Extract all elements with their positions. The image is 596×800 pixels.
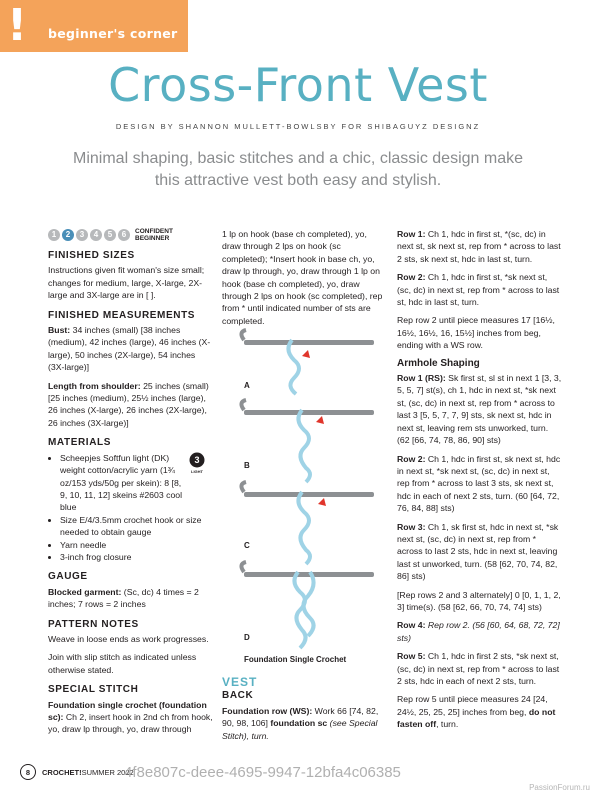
skill-dot: 1 [48,229,60,241]
repeat-text: [Rep rows 2 and 3 alternately] 0 [0, 1, 1, 2, 3] time(s). (58 [62, 66, 70, 74, 74] sts) [397,589,561,612]
special-stitch-heading: SPECIAL STITCH [48,684,139,696]
armhole-row-5: Row 5: Ch 1, hdc in first 2 sts, *sk next st, (sc, dc) in next st, rep from * across to last 2 sts, hdc in each of next 2 sts, turn. [397,651,560,686]
yarn-weight-number: 3 [194,455,200,465]
figure-label-d: D [244,633,250,642]
figure-label-b: B [244,461,250,470]
vest-heading: VEST [222,675,258,689]
length-text: Length from shoulder: 25 inches (small) [25 inches (medium), 25½ inches (large), 26 inches (X-large), 26 inches (2X-large), 26 inches (3X-large)] [48,380,209,428]
figure-label-c: C [244,541,250,550]
skill-dot: 4 [90,229,102,241]
armhole-row-4: Row 4: Rep row 2. (56 [60, 64, 68, 72, 72] sts) [397,620,560,643]
column-right [397,228,562,737]
skill-label: CONFIDENT BEGINNER [135,228,173,242]
foundation-sc-illustration [232,326,382,666]
materials-heading: MATERIALS [48,437,111,449]
finished-sizes-text: Instructions given fit woman's size small; changes for medium, large, X-large, 2X-large and 3X-large are in [ ]. [48,265,205,301]
armhole-heading: Armhole Shaping [397,357,480,369]
skill-dot: 3 [76,229,88,241]
site-watermark: PassionForum.ru [529,783,590,792]
column-middle [222,228,387,333]
figure-label-a: A [244,381,250,390]
intro-text: Minimal shaping, basic stitches and a chic, classic design make this attractive vest both easy and stylish. [73,150,523,189]
list-item: • Scheepjes Softfun light (DK) weight cotton/acrylic yarn (1¾ oz/153 yds/50g per skein): 8 [8, 9, 10, 11, 12] skeins #2603 cool blue [60,452,213,514]
armhole-row-2: Row 2: Ch 1, hdc in first st, sk next st, hdc in next st, *sk next st, (sc, dc) in next st, rep from * across to last 3 sts, sk next st, hdc in each of next 2 sts, turn. (60 [64, 72, 76, 84, 88] sts) [397,453,561,514]
special-stitch-text: Foundation single crochet (foundation sc): Ch 2, insert hook in 2nd ch from hook, yo, draw lp through, yo, draw through [48,699,213,735]
issue-label: SUMMER 2022 [81,767,134,777]
step-b [241,400,374,482]
page-footer [20,764,134,780]
page-title: Cross-Front Vest [108,58,488,112]
note-text: Weave in loose ends as work progresses. [48,633,209,644]
repeat-text: Rep row 5 until piece measures 24 [24, 24½, 25, 25, 25] inches from beg, do not fasten off, turn. [397,694,556,730]
measurements-heading: FINISHED MEASUREMENTS [48,309,196,321]
skill-level [48,228,213,242]
section-label: beginner's corner [48,26,178,41]
list-item: • Size E/4/3.5mm crochet hook or size needed to obtain gauge [60,514,213,539]
designer-byline: DESIGN BY SHANNON MULLETT-BOWLSBY FOR SHIBAGUYZ DESIGNZ [115,122,481,131]
step-c [241,482,374,564]
skill-dot: 5 [104,229,116,241]
note-text: Join with slip stitch as indicated unless otherwise stated. [48,652,197,675]
step-d [241,562,374,648]
step-a [241,330,374,394]
column-left [48,228,213,742]
row-2-text: Row 2: Ch 1, hdc in first st, *sk next st, (sc, dc) in next st, rep from * across to last st, hdc in last st, turn. [397,272,560,308]
gauge-heading: GAUGE [48,571,88,583]
page-number: 8 [20,764,36,780]
repeat-text: Rep row 2 until piece measures 17 [16½, 16½, 16½, 16, 15½] inches from beg, ending with a WS row. [397,315,555,351]
special-stitch-cont: 1 lp on hook (base ch completed), yo, draw through 2 lps on hook (sc completed); *Insert hook in base ch, yo, draw lp through, yo, draw through 1 lp on hook (base ch completed), yo, draw through 2 lps on hook (sc completed), rep from * until indicated number of sts are completed. [222,229,383,326]
skill-dot: 6 [118,229,130,241]
back-heading: BACK [222,690,254,702]
foundation-row-text: Foundation row (WS): Work 66 [74, 82, 90, 98, 106] foundation sc (see Special Stitch), turn. [222,705,379,741]
list-item: • 3-inch frog closure [60,551,213,563]
notes-heading: PATTERN NOTES [48,618,139,630]
armhole-row-1: Row 1 (RS): Sk first st, sl st in next 1 [3, 3, 5, 5, 7] st(s), ch 1, hdc in next st, *sk next st, (sc, dc) in next st, rep from * across to last 3 [5, 5, 7, 7, 9] sts, sk next st, hdc in next st, leaving rem sts unworked, turn. (62 [66, 74, 78, 86, 90] sts) [397,373,562,446]
vest-section [222,672,387,748]
gauge-text: Blocked garment: (Sc, dc) 4 times = 2 inches; 7 rows = 2 inches [48,586,199,610]
armhole-row-3: Row 3: Ch 1, sk first st, hdc in next st, *sk next st, (sc, dc) in next st, rep from * across to last 2 sts, hdc in next st, leaving last st unworked, turn. (58 [62, 70, 74, 82, 86] sts) [397,521,559,582]
finished-sizes-heading: FINISHED SIZES [48,250,135,261]
watermark-text: 4f8e807c-deee-4695-9947-12bfa4c06385 [124,764,401,781]
row-1-text: Row 1: Ch 1, hdc in first st, *(sc, dc) in next st, sk next st, rep from * across to last 2 sts, sk next st, hdc in last st, turn. [397,229,561,264]
bust-text: Bust: 34 inches (small) [38 inches (medium), 42 inches (large), 46 inches (X-large), 50 inches (2X-large), 54 inches (3X-large)] [48,325,211,373]
section-banner [0,0,596,52]
magazine-name: CROCHET! [42,767,82,777]
yarn-weight-icon [188,452,206,474]
exclamation-icon: ! [7,0,28,51]
skill-dot-active: 2 [62,229,74,241]
yarn-weight-label: LIGHT [191,469,203,474]
figure-caption: Foundation Single Crochet [244,655,347,664]
list-item: • Yarn needle [60,539,213,551]
